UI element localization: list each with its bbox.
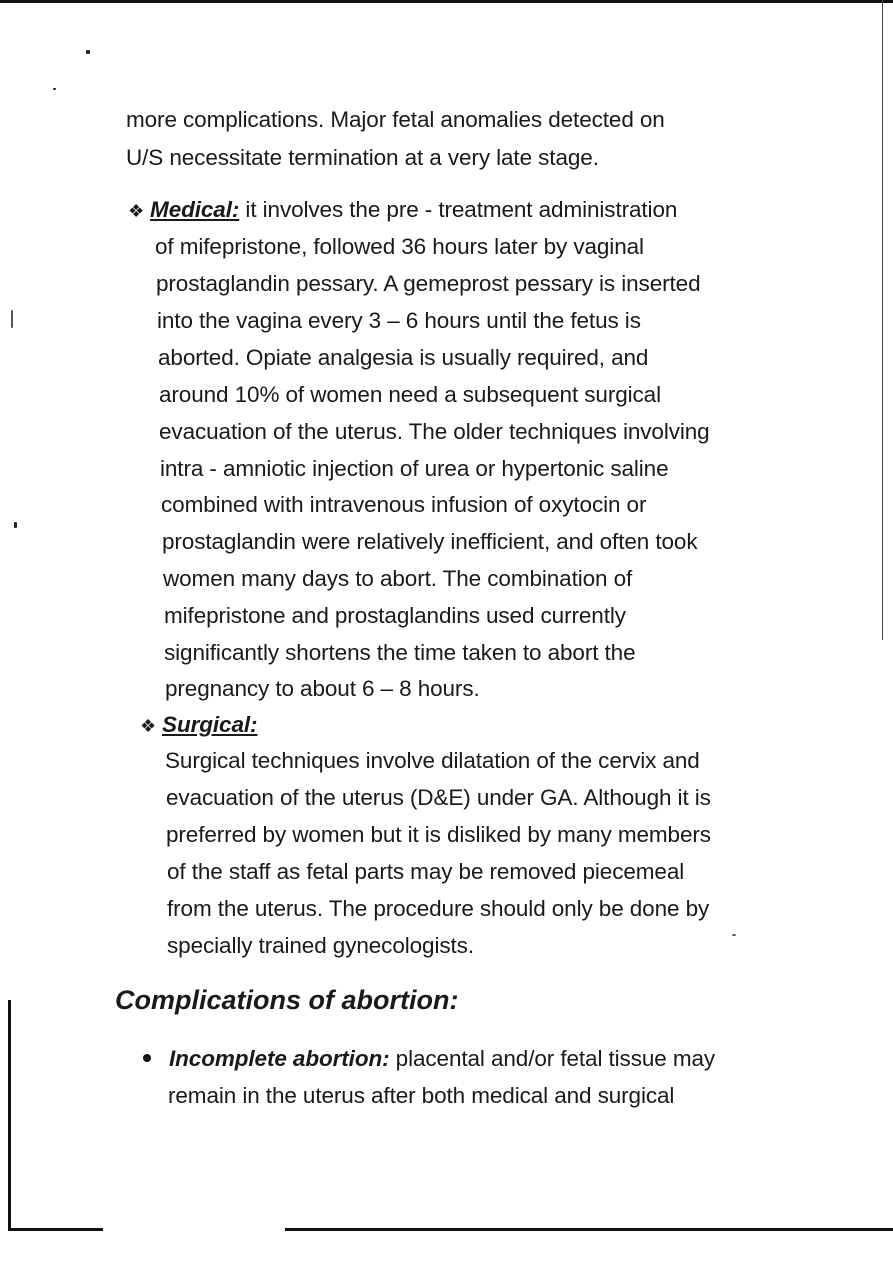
medical-line: intra - amniotic injection of urea or hypertonic saline bbox=[160, 456, 669, 481]
scan-speck bbox=[53, 88, 56, 90]
incomplete-abortion-text: placental and/or fetal tissue may bbox=[389, 1046, 716, 1071]
scan-speck bbox=[11, 310, 13, 328]
surgical-line: Surgical techniques involve dilatation of the cervix and bbox=[165, 748, 700, 773]
medical-first-line bbox=[128, 196, 677, 225]
medical-label: Medical: bbox=[150, 197, 240, 222]
diamond-bullet-icon: ❖ bbox=[128, 201, 145, 221]
surgical-line: from the uterus. The procedure should only be done by bbox=[167, 896, 710, 921]
surgical-line: of the staff as fetal parts may be removed piecemeal bbox=[167, 859, 685, 884]
scan-border-bottom-right bbox=[285, 1228, 893, 1231]
surgical-line: specially trained gynecologists. bbox=[167, 933, 474, 958]
medical-line: significantly shortens the time taken to abort the bbox=[164, 640, 636, 665]
medical-line: prostaglandin pessary. A gemeprost pessary is inserted bbox=[156, 271, 701, 296]
intro-line-2: U/S necessitate termination at a very late stage. bbox=[126, 145, 599, 170]
medical-line: evacuation of the uterus. The older techniques involving bbox=[159, 419, 710, 444]
scan-speck bbox=[86, 50, 90, 54]
incomplete-abortion-first-line bbox=[143, 1045, 715, 1073]
medical-line: mifepristone and prostaglandins used currently bbox=[164, 603, 626, 628]
incomplete-abortion-label: Incomplete abortion: bbox=[169, 1046, 390, 1071]
surgical-label: Surgical: bbox=[162, 712, 258, 737]
scan-border-bottom-left bbox=[8, 1228, 103, 1231]
medical-line: into the vagina every 3 – 6 hours until the fetus is bbox=[157, 308, 641, 333]
medical-line: pregnancy to about 6 – 8 hours. bbox=[165, 676, 480, 701]
medical-line: women many days to abort. The combination of bbox=[163, 566, 633, 591]
medical-line: of mifepristone, followed 36 hours later by vaginal bbox=[155, 234, 644, 259]
incomplete-abortion-line: remain in the uterus after both medical and surgical bbox=[168, 1083, 675, 1108]
medical-line: combined with intravenous infusion of oxytocin or bbox=[161, 492, 647, 517]
complications-heading: Complications of abortion: bbox=[115, 985, 459, 1015]
scan-speck bbox=[732, 934, 736, 936]
scan-border-left bbox=[8, 1000, 11, 1230]
medical-first-line-text: it involves the pre - treatment administration bbox=[239, 197, 678, 222]
medical-line: aborted. Opiate analgesia is usually required, and bbox=[158, 345, 649, 370]
diamond-bullet-icon: ❖ bbox=[140, 716, 157, 736]
surgical-line: preferred by women but it is disliked by many members bbox=[166, 822, 711, 847]
intro-line-1: more complications. Major fetal anomalies detected on bbox=[126, 107, 665, 132]
scan-border-top bbox=[0, 0, 893, 3]
surgical-line: evacuation of the uterus (D&E) under GA. Although it is bbox=[166, 785, 711, 810]
scan-speck bbox=[14, 522, 17, 528]
medical-line: around 10% of women need a subsequent surgical bbox=[159, 382, 661, 407]
surgical-heading bbox=[140, 711, 257, 740]
bullet-dot-icon bbox=[143, 1054, 151, 1062]
scan-border-right bbox=[882, 0, 883, 640]
medical-line: prostaglandin were relatively inefficient, and often took bbox=[162, 529, 698, 554]
